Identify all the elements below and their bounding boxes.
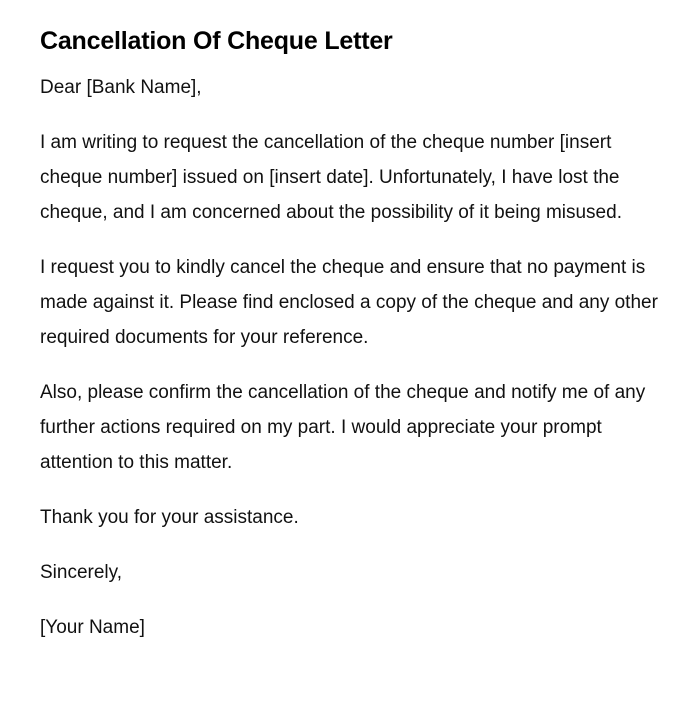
letter-paragraph-1: I am writing to request the cancellation of the cheque number [insert cheque number] issued on [insert date]. Unfortunately, I have lost the cheque, and I am concerned about the possibility of it being misused. [40, 132, 622, 223]
letter-thanks: Thank you for your assistance. [40, 507, 299, 528]
letter-paragraph-2: I request you to kindly cancel the cheque and ensure that no payment is made against it. Please find enclosed a copy of the cheque and any other required documents for your reference. [40, 257, 658, 348]
letter-paragraph-3: Also, please confirm the cancellation of the cheque and notify me of any further actions required on my part. I would appreciate your prompt attention to this matter. [40, 382, 646, 473]
letter-signature: [Your Name] [40, 617, 145, 638]
letter-closing: Sincerely, [40, 562, 123, 583]
letter-title: Cancellation Of Cheque Letter [40, 27, 393, 55]
letter-salutation: Dear [Bank Name], [40, 77, 202, 98]
